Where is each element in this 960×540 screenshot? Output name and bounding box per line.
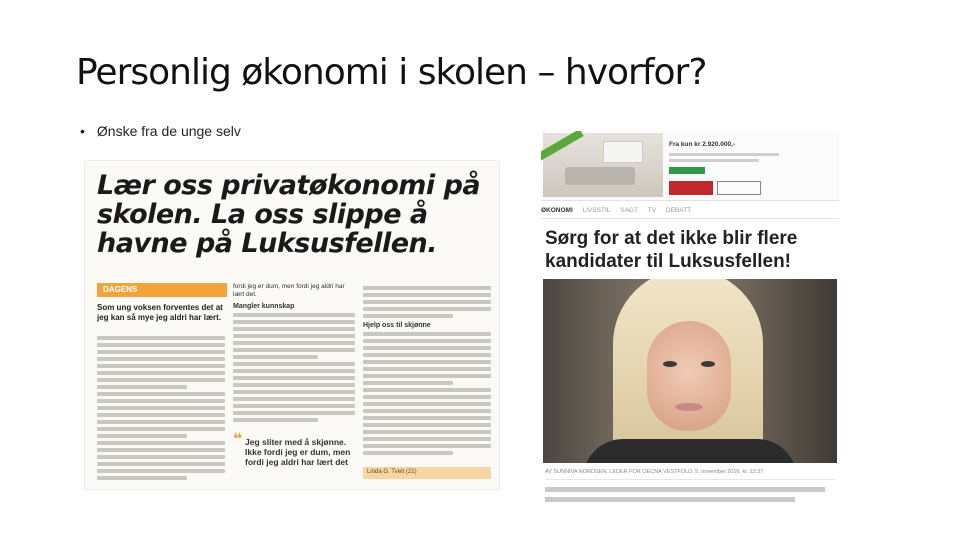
left-article-lead: Som ung voksen forventes det at jeg kan så mye jeg aldri har lært. <box>97 303 223 322</box>
article-column-2 <box>233 283 355 425</box>
nav-item-livsstil[interactable]: LIVSSTIL <box>582 207 611 214</box>
subhead-mangler-kunnskap: Mangler kunnskap <box>233 303 295 310</box>
site-nav-bar <box>541 207 839 219</box>
ad-button[interactable] <box>669 167 705 174</box>
byline-divider <box>545 479 835 480</box>
nav-item-debatt[interactable]: DEBATT <box>665 207 692 214</box>
author-signature: Linda G. Tveit (21) <box>363 467 491 479</box>
nav-item-tv[interactable]: TV <box>647 207 657 214</box>
article-column-1 <box>97 333 225 483</box>
quote-mark-icon: ❝ <box>233 431 243 448</box>
nav-section-okonomi[interactable]: ØKONOMI <box>541 207 573 214</box>
lede-text-line <box>545 487 825 492</box>
lede-text-line <box>545 497 795 502</box>
advertisement-banner <box>541 131 839 201</box>
author-portrait-photo <box>543 279 837 463</box>
pull-quote-text: Jeg sliter med å skjønne. Ikke fordi jeg er dum, men fordi jeg aldri har lært det <box>245 437 351 467</box>
ad-living-room-photo <box>543 133 663 197</box>
bullet-item <box>80 123 241 139</box>
column-2-intro: fordi jeg er dum, men fordi jeg aldri har lært det. <box>233 283 345 298</box>
slide-title: Personlig økonomi i skolen – hvorfor? <box>76 52 707 93</box>
left-article-headline: Lær oss privatøkonomi på skolen. La oss slippe å havne på Luksusfellen. <box>97 170 481 259</box>
newspaper-clipping-left <box>84 160 500 490</box>
bullet-dot-icon: • <box>80 123 85 139</box>
ad-brand-logo <box>669 181 713 195</box>
web-article-clipping-right <box>541 131 839 509</box>
right-article-headline: Sørg for at det ikke blir flere kandidater til Luksusfellen! <box>545 228 798 272</box>
article-byline: AV SUNNIVA NORDSEN, LEDER FOR OECNA VESTFOLD, 5. november 2016, kl. 12:37 <box>545 469 764 475</box>
subhead-hjelp-oss: Hjelp oss til skjønne <box>363 322 431 329</box>
bullet-text: Ønske fra de unge selv <box>96 123 241 139</box>
nav-item-sagt[interactable]: SAGT <box>620 207 638 214</box>
ad-price: Fra kun kr 2.920.000,- <box>669 141 736 148</box>
article-column-3 <box>363 283 491 458</box>
section-tag: DAGENS <box>97 283 227 297</box>
pull-quote <box>233 431 355 467</box>
ad-brand-logo-2 <box>717 181 761 195</box>
